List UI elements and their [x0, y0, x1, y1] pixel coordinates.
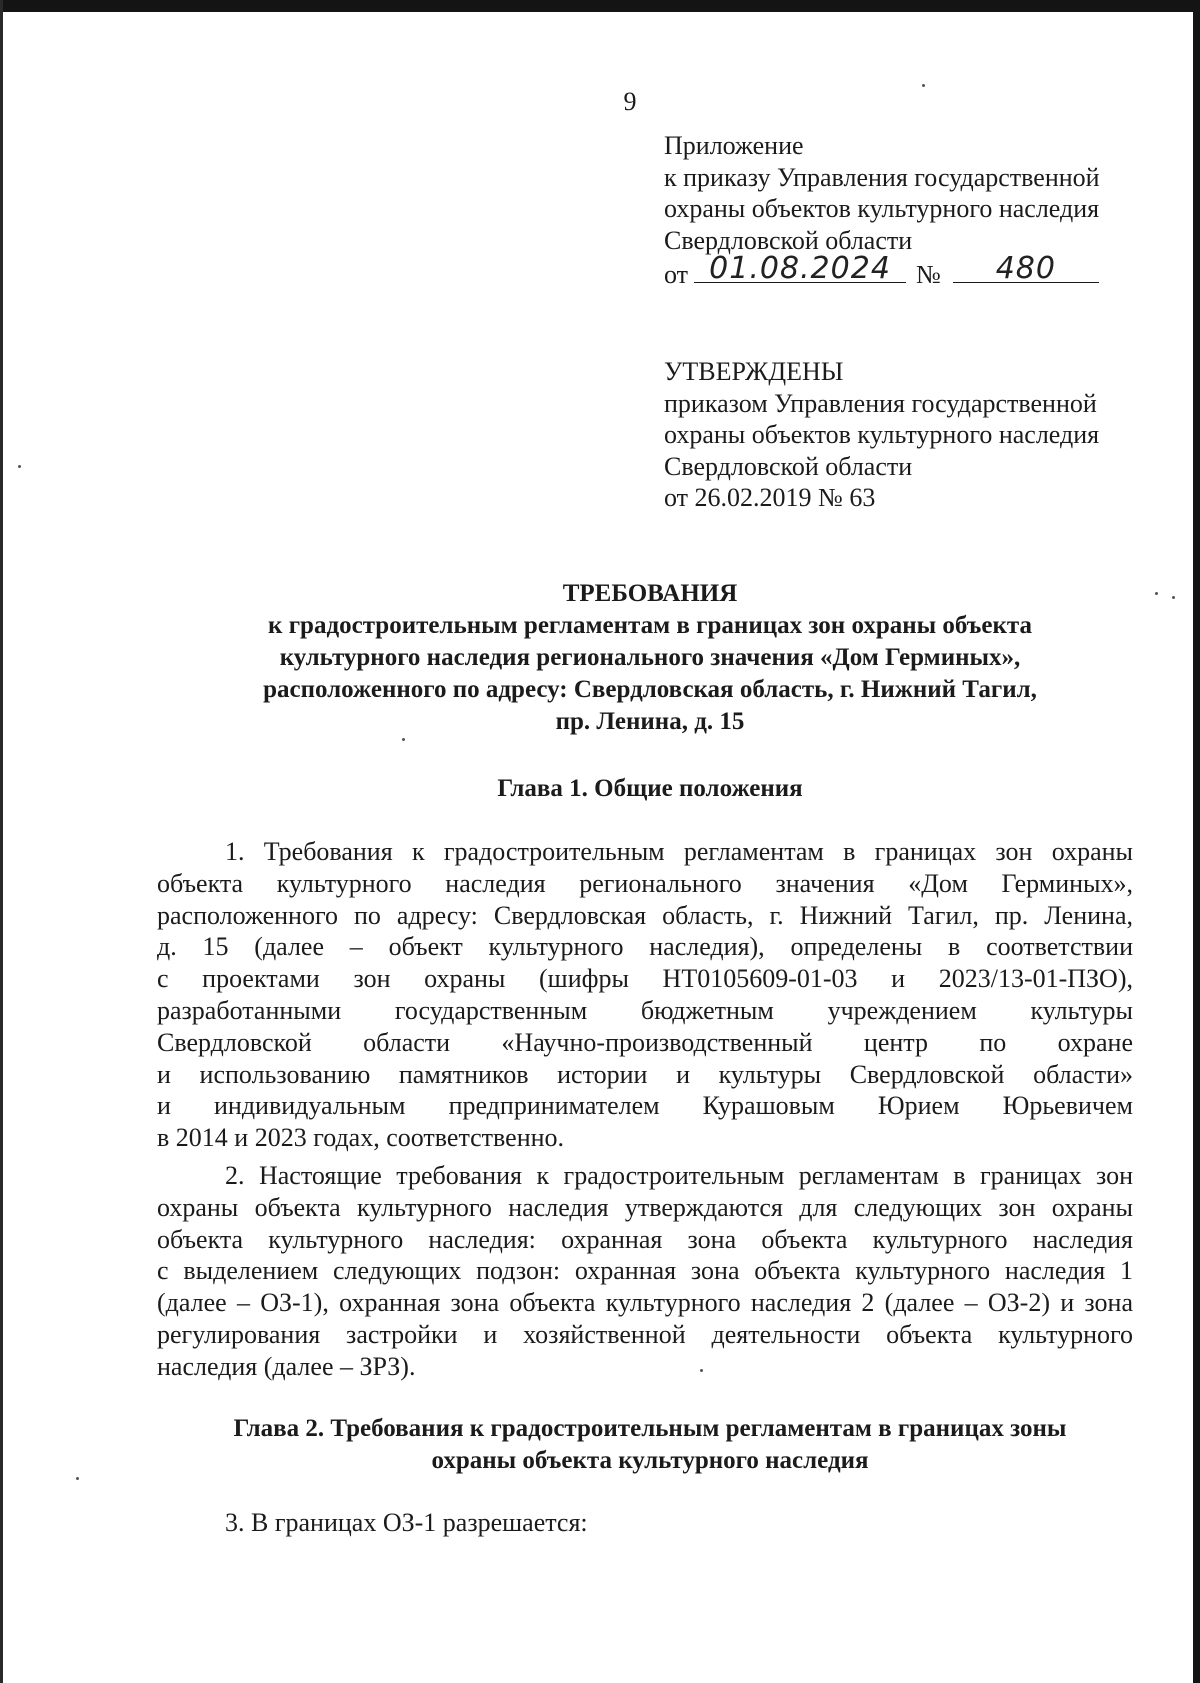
title-line: расположенного по адресу: Свердловская область, г. Нижний Тагил,: [263, 676, 1037, 703]
appendix-line: охраны объектов культурного наследия: [664, 194, 1100, 223]
paragraph-2: [157, 1160, 1133, 1383]
chapter-2-heading-line: Глава 2. Требования к градостроительным регламентам в границах зоны: [233, 1415, 1067, 1442]
paragraph-line: с выделением следующих подзон: охранная зона объекта культурного наследия 1: [157, 1256, 1133, 1286]
handwritten-number: 480: [995, 251, 1056, 286]
scan-speck: [18, 465, 21, 468]
scan-border-right: [1193, 0, 1200, 1683]
appendix-date-number-row: [664, 251, 1134, 289]
handwritten-date: 01.08.2024: [709, 251, 891, 286]
title-line: пр. Ленина, д. 15: [555, 708, 745, 735]
paragraph-line: (далее – ОЗ-1), охранная зона объекта культурного наследия 2 (далее – ОЗ-2) и зона: [157, 1288, 1133, 1318]
title-line: к градостроительным регламентам в границах зон охраны объекта: [268, 612, 1032, 639]
chapter-2-heading: [120, 1413, 1180, 1477]
appendix-line: Приложение: [664, 131, 804, 160]
scan-border-top: [0, 0, 1200, 12]
approved-line: приказом Управления государственной: [664, 388, 1097, 418]
paragraph-line: с проектами зон охраны (шифры НТ0105609-01-03 и 2023/13-01-ПЗО),: [157, 964, 1133, 994]
document-title: [120, 578, 1180, 738]
chapter-2-heading-line: охраны объекта культурного наследия: [431, 1447, 869, 1474]
approved-line: охраны объектов культурного наследия: [664, 420, 1100, 449]
paragraph-line: расположенного по адресу: Свердловская область, г. Нижний Тагил, пр. Ленина,: [157, 900, 1133, 930]
paragraph-line: д. 15 (далее – объект культурного наследия), определены в соответствии: [157, 932, 1133, 962]
approved-line: от 26.02.2019 № 63: [664, 483, 876, 512]
paragraph-line: и использованию памятников истории и культуры Свердловской области»: [157, 1059, 1133, 1089]
approved-line: Свердловской области: [664, 451, 913, 481]
paragraph-line: 2. Настоящие требования к градостроительным регламентам в границах зон: [225, 1161, 1133, 1190]
paragraph-line: разработанными государственным бюджетным учреждением культуры: [157, 995, 1133, 1025]
title-line: культурного наследия регионального значения «Дом Герминых»,: [279, 644, 1021, 671]
scan-speck: [922, 84, 925, 87]
date-prefix: от: [664, 260, 689, 289]
scan-speck: [402, 738, 405, 741]
scan-border-left: [0, 0, 3, 1683]
paragraph-line: 1. Требования к градостроительным регламентам в границах зон охраны: [225, 837, 1133, 866]
date-field: [694, 251, 906, 286]
appendix-line: Свердловской области: [664, 225, 913, 255]
paragraph-line: регулирования застройки и хозяйственной деятельности объекта культурного: [157, 1319, 1133, 1349]
paragraph-line: наследия (далее – ЗРЗ).: [157, 1351, 416, 1381]
page-number: 9: [623, 87, 637, 116]
paragraph-line: в 2014 и 2023 годах, соответственно.: [157, 1123, 565, 1153]
paragraph-line: объекта культурного наследия: охранная зона объекта культурного наследия: [157, 1224, 1133, 1254]
paragraph-line: охраны объекта культурного наследия утверждаются для следующих зон охраны: [157, 1192, 1133, 1222]
paragraph-line: объекта культурного наследия регионального значения «Дом Герминых»,: [157, 868, 1133, 898]
paragraph-line: Свердловской области «Научно-производственный центр по охране: [157, 1027, 1133, 1057]
paragraph-1: [157, 836, 1133, 1154]
scan-speck: [76, 1477, 79, 1480]
paragraph-3: 3. В границах ОЗ-1 разрешается:: [225, 1508, 588, 1537]
paragraph-line: и индивидуальным предпринимателем Курашовым Юрием Юрьевичем: [157, 1091, 1133, 1121]
number-sign: №: [916, 260, 941, 289]
appendix-block: [664, 130, 1134, 288]
number-field: [953, 251, 1099, 286]
appendix-line: к приказу Управления государственной: [664, 162, 1100, 192]
chapter-1-heading: Глава 1. Общие положения: [497, 775, 803, 802]
approved-block: [664, 356, 1134, 514]
approved-line: УТВЕРЖДЕНЫ: [664, 357, 844, 386]
title-line: ТРЕБОВАНИЯ: [562, 580, 738, 607]
